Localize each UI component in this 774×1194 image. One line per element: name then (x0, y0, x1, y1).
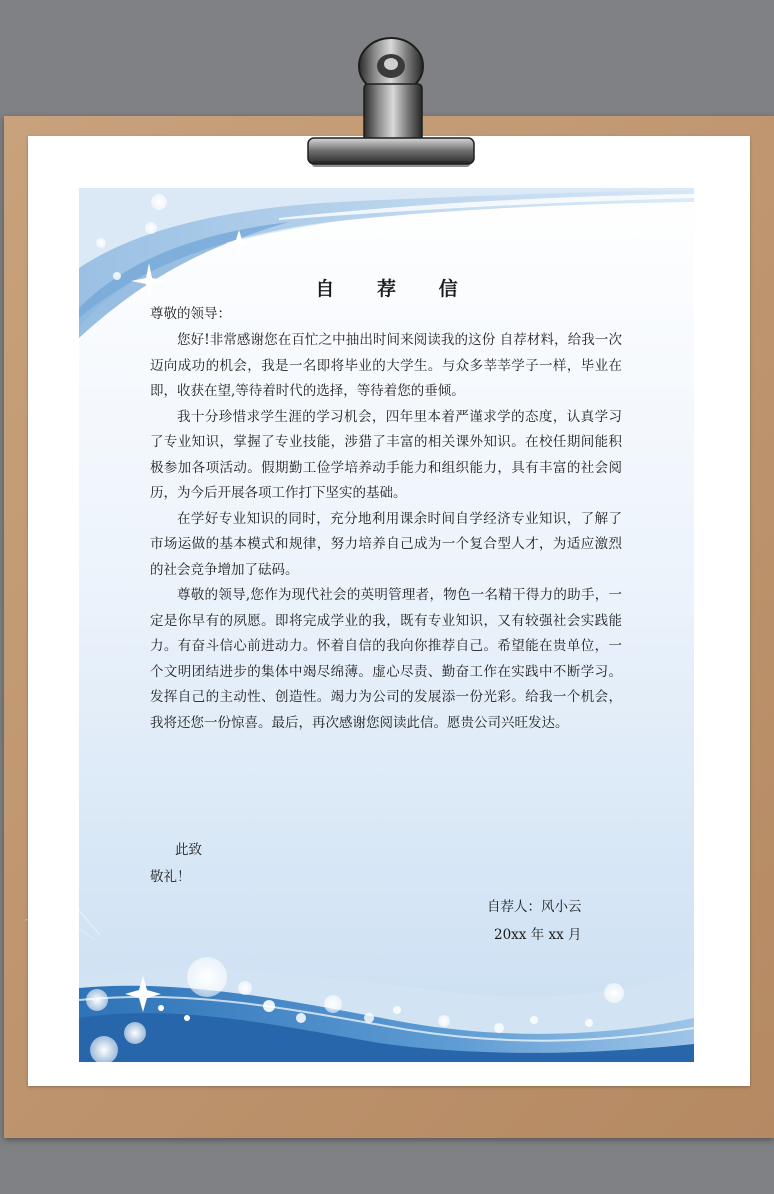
closing-regards: 敬礼！ (150, 869, 191, 885)
paragraph-1: 您好!非常感谢您在百忙之中抽出时间来阅读我的这份 自荐材料，给我一次迈向成功的机会，我是一名即将毕业的大学生。与众多莘莘学子一样，毕业在即，收获在望,等待着时代的选择，等待着您的垂倾。 (150, 332, 622, 399)
binder-clip-icon (300, 22, 476, 178)
paragraph-2: 我十分珍惜求学生涯的学习机会，四年里本着严谨求学的态度，认真学习了专业知识，掌握了专业技能，涉猎了丰富的相关课外知识。在校任期间能积极参加各项活动。假期勤工俭学培养动手能力和组织能力，具有丰富的社会阅历，为今后开展各项工作打下坚实的基础。 (150, 408, 622, 501)
closing-salutation: 此致 (175, 842, 202, 858)
watermark-logo-icon (20, 880, 110, 950)
paragraph-3: 在学好专业知识的同时，充分地利用课余时间自学经济专业知识，了解了市场运做的基本模式和规律，努力培养自己成为一个复合型人才，为适应激烈的社会竞争增加了砝码。 (150, 510, 622, 578)
letter-signer: 自荐人：风小云 (487, 899, 582, 915)
letter-greeting: 尊敬的领导： (150, 306, 231, 322)
letter-content (79, 188, 694, 1062)
letter-date: 20xx 年 xx 月 (494, 927, 582, 943)
letter-stationery (79, 188, 694, 1062)
letter-title: 自 荐 信 (315, 278, 476, 300)
letter-body (150, 328, 622, 736)
paragraph-4: 尊敬的领导,您作为现代社会的英明管理者，物色一名精干得力的助手，一定是你早有的夙愿。即将完成学业的我，既有专业知识，又有较强社会实践能力。有奋斗信心前进动力。怀着自信的我向你推荐自己。希望能在贵单位，一个文明团结进步的集体中竭尽绵薄。虚心尽责、勤奋工作在实践中不断学习。发挥自己的主动性、创造性。竭力为公司的发展添一份光彩。给我一个机会，我将还您一份惊喜。最后，再次感谢您阅读此信。愿贵公司兴旺发达。 (150, 587, 622, 731)
